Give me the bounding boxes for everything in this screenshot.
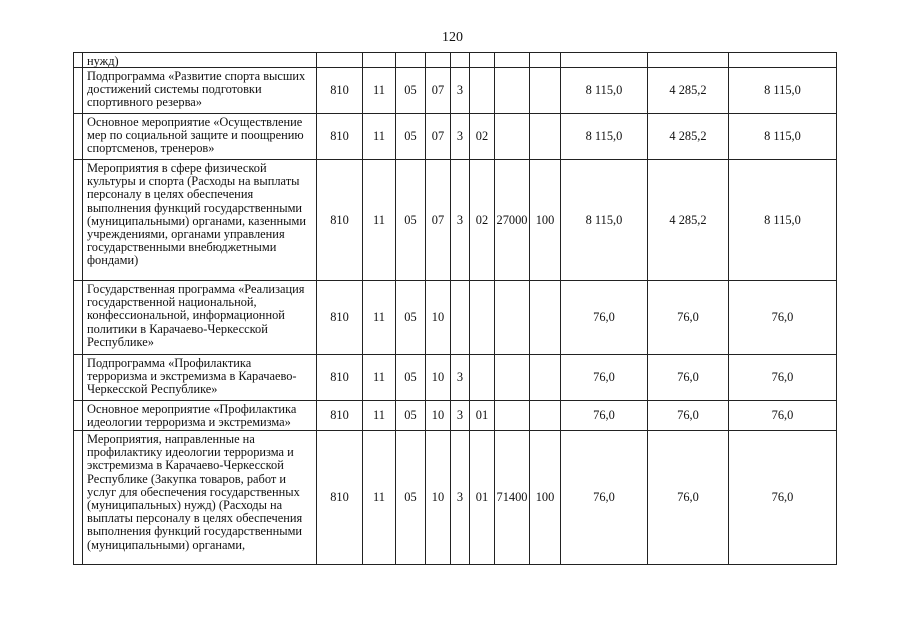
item-name-cell: Основное мероприятие «Профилактика идеологии терроризма и экстремизма» [83,401,317,431]
cell-rz: 11 [363,431,396,565]
cell-v3: 8 115,0 [729,68,837,114]
table-row [74,281,837,355]
cell-om: 02 [470,160,495,281]
cell-pp: 3 [451,114,470,160]
cell-gp: 10 [426,281,451,355]
cell-v3: 8 115,0 [729,114,837,160]
cell-v2: 76,0 [648,401,729,431]
cell-v2: 4 285,2 [648,114,729,160]
cell-rz: 11 [363,68,396,114]
cell-ved: 810 [317,68,363,114]
item-name-cell: Подпрограмма «Развитие спорта высших достижений системы подготовки спортивного резерва» [83,68,317,114]
cell-ved: 810 [317,281,363,355]
cell-ved: 810 [317,160,363,281]
item-name-cell: Основное мероприятие «Осуществление мер по социальной защите и поощрению спортсменов, тренеров» [83,114,317,160]
item-name-cell: Мероприятия в сфере физической культуры и спорта (Расходы на выплаты персоналу в целях обеспечения выполнения функций государственными (муниципальными) органами, казенными учреждениями, органами управления государственными внебюджетными фондами) [83,160,317,281]
cell-om [470,53,495,68]
cell-vr [530,401,561,431]
table-row [74,160,837,281]
cell-ved: 810 [317,431,363,565]
cell-vr: 100 [530,431,561,565]
cell-v1: 76,0 [561,281,648,355]
item-name-cell: нужд) [83,53,317,68]
cell-nr [495,401,530,431]
cell-v3: 8 115,0 [729,160,837,281]
cell-vr: 100 [530,160,561,281]
cell-nr [495,53,530,68]
cell-nr [495,281,530,355]
cell-v2: 76,0 [648,431,729,565]
cell-pp: 3 [451,355,470,401]
cell-v2: 4 285,2 [648,68,729,114]
cell-v1: 76,0 [561,401,648,431]
cell-ved [317,53,363,68]
cell-pp [451,53,470,68]
row-marker-cell [74,114,83,160]
cell-v3: 76,0 [729,355,837,401]
table-row [74,68,837,114]
row-marker-cell [74,401,83,431]
cell-rz: 11 [363,281,396,355]
cell-pr [396,53,426,68]
table-row [74,355,837,401]
cell-pp: 3 [451,401,470,431]
cell-gp: 10 [426,401,451,431]
page-number: 120 [442,30,463,45]
cell-pp: 3 [451,431,470,565]
table-row [74,431,837,565]
row-marker-cell [74,160,83,281]
cell-v3: 76,0 [729,401,837,431]
cell-gp: 07 [426,160,451,281]
cell-rz: 11 [363,114,396,160]
cell-gp: 10 [426,355,451,401]
cell-nr: 27000 [495,160,530,281]
budget-table [73,52,837,565]
cell-pr: 05 [396,281,426,355]
cell-rz: 11 [363,160,396,281]
cell-v1: 8 115,0 [561,160,648,281]
row-marker-cell [74,431,83,565]
cell-v1: 76,0 [561,355,648,401]
cell-vr [530,68,561,114]
cell-gp: 07 [426,114,451,160]
cell-v2: 76,0 [648,355,729,401]
cell-pp [451,281,470,355]
cell-v2 [648,53,729,68]
cell-gp [426,53,451,68]
cell-v1: 8 115,0 [561,68,648,114]
cell-nr [495,114,530,160]
cell-ved: 810 [317,401,363,431]
cell-nr [495,68,530,114]
table-row [74,53,837,68]
cell-om: 02 [470,114,495,160]
cell-om: 01 [470,431,495,565]
cell-vr [530,53,561,68]
cell-v2: 76,0 [648,281,729,355]
cell-nr [495,355,530,401]
cell-pr: 05 [396,114,426,160]
cell-pr: 05 [396,431,426,565]
cell-v1 [561,53,648,68]
cell-rz: 11 [363,401,396,431]
cell-v3: 76,0 [729,281,837,355]
row-marker-cell [74,68,83,114]
table-row [74,401,837,431]
item-name-cell: Мероприятия, направленные на профилактику идеологии терроризма и экстремизма в Карачаево-Черкесской Республике (Закупка товаров, работ и услуг для обеспечения государственных (муниципальных) нужд) (Расходы на выплаты персоналу в целях обеспечения выполнения функций государственными (муниципальными) органами, [83,431,317,565]
table-body [74,53,837,565]
cell-pr: 05 [396,401,426,431]
cell-ved: 810 [317,114,363,160]
row-marker-cell [74,355,83,401]
cell-v1: 8 115,0 [561,114,648,160]
cell-pr: 05 [396,355,426,401]
cell-v3: 76,0 [729,431,837,565]
cell-om [470,281,495,355]
cell-pp: 3 [451,68,470,114]
cell-rz: 11 [363,355,396,401]
cell-om [470,68,495,114]
row-marker-cell [74,53,83,68]
item-name-cell: Подпрограмма «Профилактика терроризма и экстремизма в Карачаево-Черкесской Республике» [83,355,317,401]
cell-nr: 71400 [495,431,530,565]
cell-ved: 810 [317,355,363,401]
cell-pr: 05 [396,68,426,114]
cell-gp: 07 [426,68,451,114]
cell-om: 01 [470,401,495,431]
cell-v3 [729,53,837,68]
cell-gp: 10 [426,431,451,565]
cell-rz [363,53,396,68]
cell-om [470,355,495,401]
row-marker-cell [74,281,83,355]
table-row [74,114,837,160]
cell-v2: 4 285,2 [648,160,729,281]
cell-vr [530,355,561,401]
item-name-cell: Государственная программа «Реализация государственной национальной, конфессиональной, информационной политики в Карачаево-Черкесской Республике» [83,281,317,355]
cell-v1: 76,0 [561,431,648,565]
cell-vr [530,114,561,160]
cell-pp: 3 [451,160,470,281]
cell-vr [530,281,561,355]
cell-pr: 05 [396,160,426,281]
